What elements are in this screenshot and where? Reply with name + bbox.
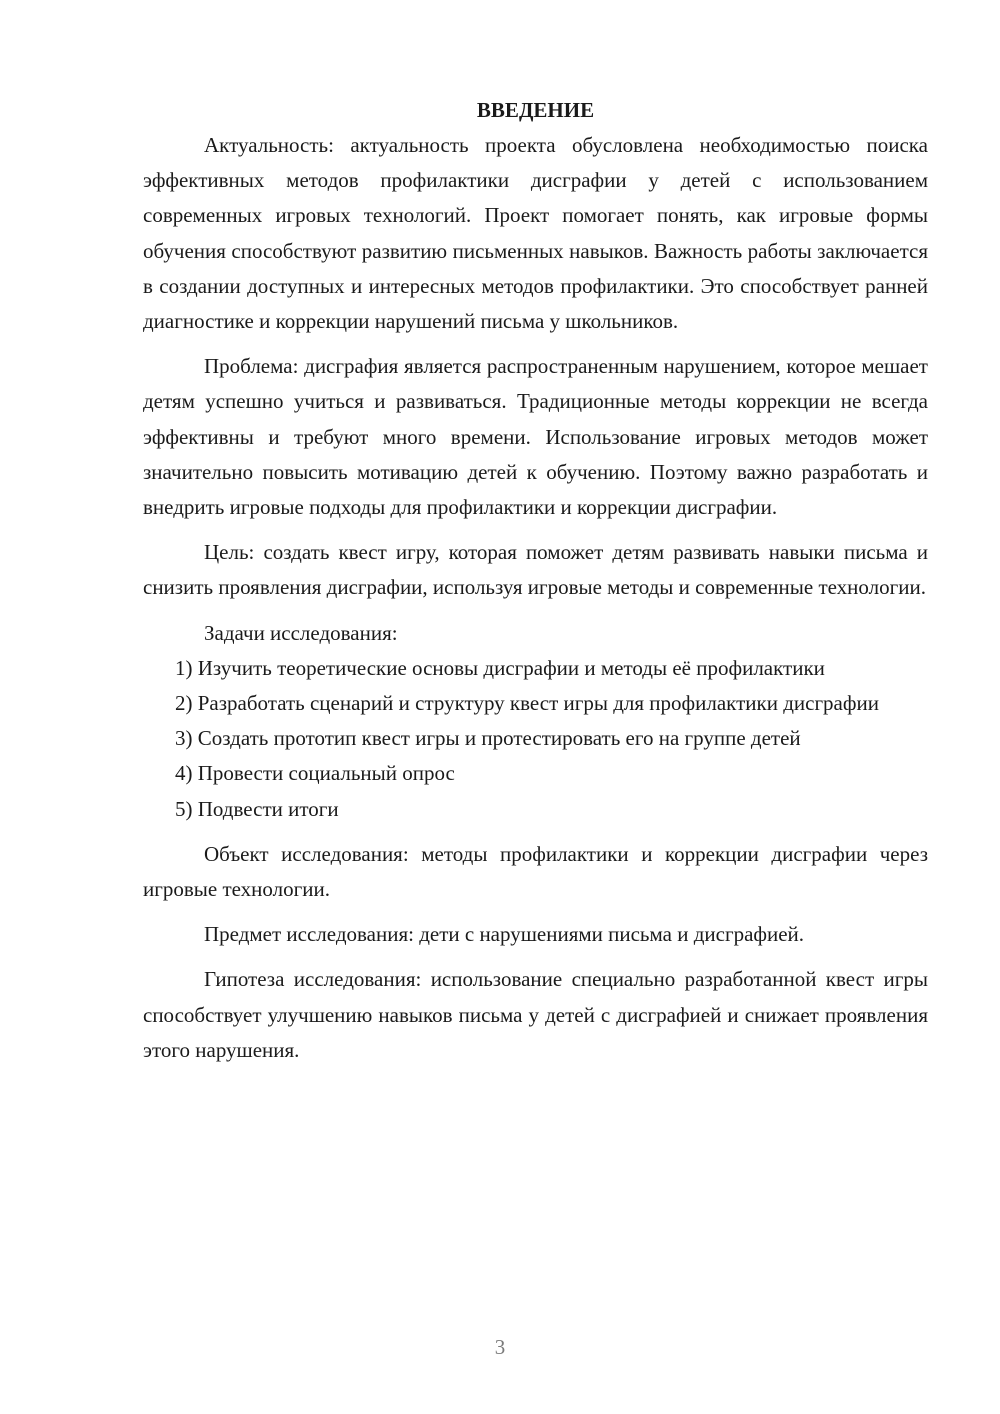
object-paragraph: Объект исследования: методы профилактики и коррекции дисграфии через игровые технологии. <box>143 841 928 902</box>
task-item-2: 2) Разработать сценарий и структуру квест игры для профилактики дисграфии <box>175 691 879 716</box>
page-title: ВВЕДЕНИЕ <box>476 98 595 122</box>
task-item-5: 5) Подвести итоги <box>175 796 339 821</box>
task-item-1: 1) Изучить теоретические основы дисграфии и методы её профилактики <box>175 655 825 680</box>
task-item-3: 3) Создать прототип квест игры и протестировать его на группе детей <box>175 726 801 751</box>
problem-paragraph: Проблема: дисграфия является распространенным нарушением, которое мешает детям успешно учиться и развиваться. Традиционные методы коррекции не всегда эффективны и требуют много времени. Использование игровых методов может значительно повысить мотивацию детей к обучению. Поэтому важно разработать и внедрить игровые подходы для профилактики и коррекции дисграфии. <box>143 354 928 520</box>
goal-paragraph: Цель: создать квест игру, которая поможет детям развивать навыки письма и снизить проявления дисграфии, используя игровые методы и современные технологии. <box>143 540 928 600</box>
hypothesis-paragraph: Гипотеза исследования: использование специально разработанной квест игры способствует улучшению навыков письма у детей с дисграфией и снижает проявления этого нарушения. <box>143 967 928 1062</box>
tasks-heading: Задачи исследования: <box>204 620 398 645</box>
task-item-4: 4) Провести социальный опрос <box>175 761 455 786</box>
subject-paragraph: Предмет исследования: дети с нарушениями письма и дисграфией. <box>204 922 805 947</box>
page-number: 3 <box>494 1335 506 1359</box>
relevance-paragraph: Актуальность: актуальность проекта обусловлена необходимостью поиска эффективных методов профилактики дисграфии у детей с использованием современных игровых технологий. Проект помогает понять, как игровые формы обучения способствуют развитию письменных навыков. Важность работы заключается в создании доступных и интересных методов профилактики. Это способствует ранней диагностике и коррекции нарушений письма у школьников. <box>143 133 928 334</box>
page-content <box>143 93 928 1068</box>
